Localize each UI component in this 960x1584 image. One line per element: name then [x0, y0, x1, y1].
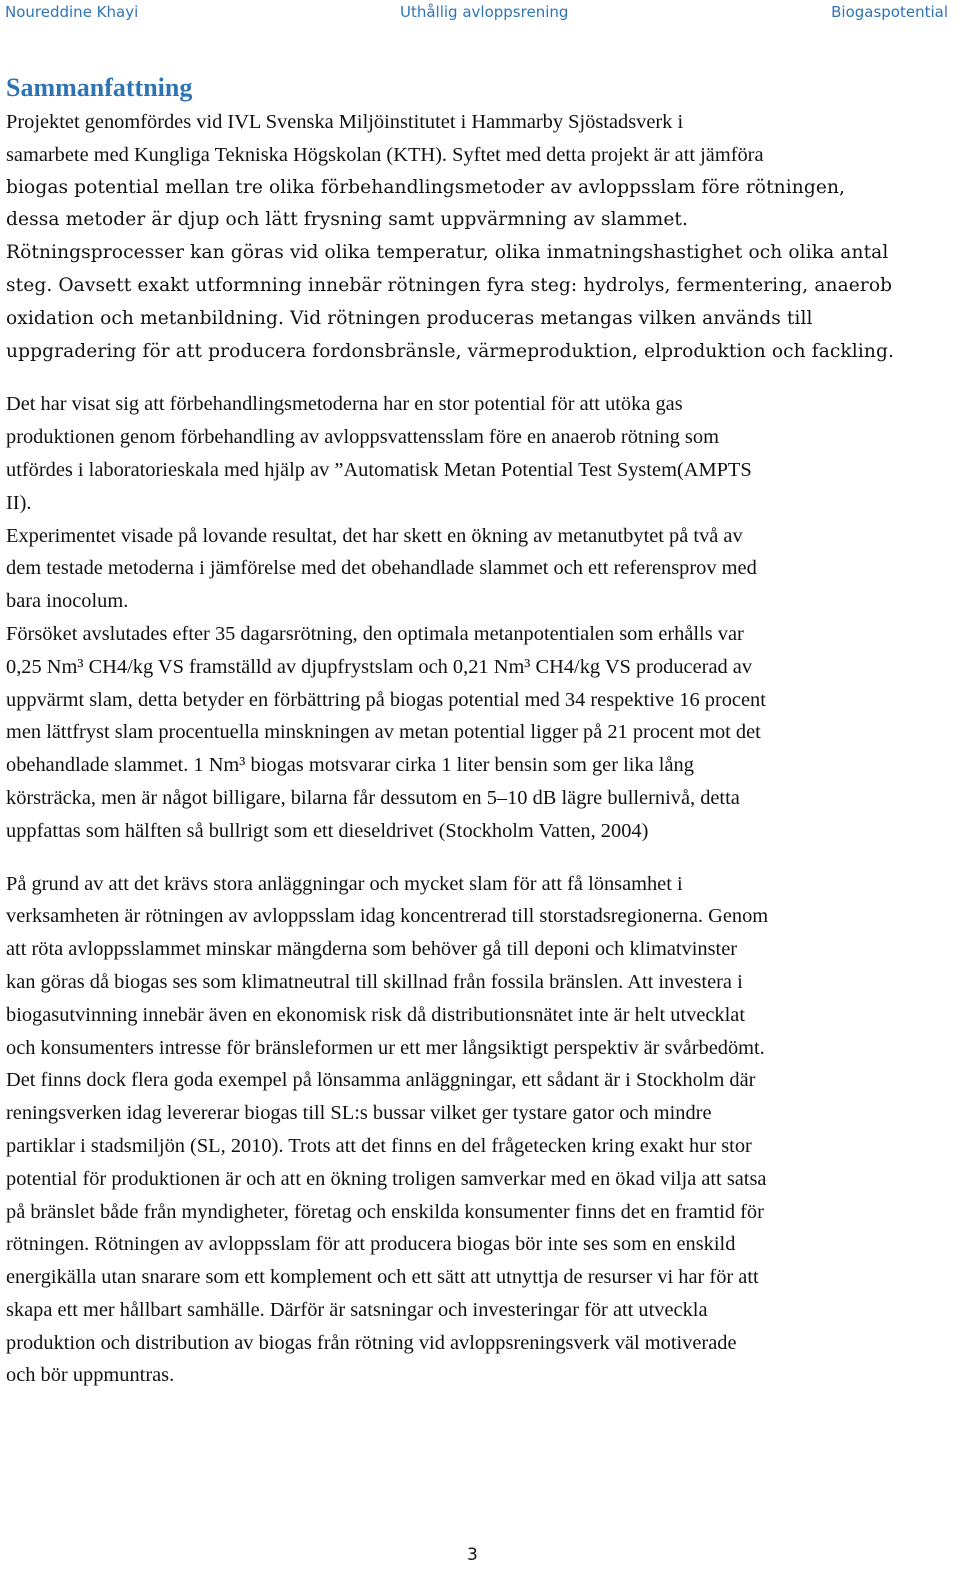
- text-line: Experimentet visade på lovande resultat, det har skett en ökning av metanutbytet på två av: [6, 524, 743, 547]
- text-line: och konsumenters intresse för bränsleformen ur ett mer långsiktigt perspektiv är svårbedömt.: [6, 1036, 765, 1059]
- text-line: körsträcka, men är något billigare, bilarna får dessutom en 5–10 dB lägre bullernivå, detta: [6, 786, 740, 809]
- text-line: uppfattas som hälften så bullrigt som ett dieseldrivet (Stockholm Vatten, 2004): [6, 819, 649, 842]
- text-line: produktionen genom förbehandling av avloppsvattensslam före en anaerob rötning som: [6, 426, 719, 449]
- text-line: och bör uppmuntras.: [6, 1364, 175, 1387]
- text-line: partiklar i stadsmiljön (SL, 2010). Trots att det finns en del frågetecken kring exakt hur stor: [6, 1134, 752, 1157]
- text-line: 0,25 Nm³ CH4/kg VS framställd av djupfrystslam och 0,21 Nm³ CH4/kg VS producerad av: [6, 655, 753, 678]
- text-line: kan göras då biogas ses som klimatneutral till skillnad från fossila bränslen. Att investera i: [6, 970, 743, 993]
- text-line: Projektet genomfördes vid IVL Svenska Miljöinstitutet i Hammarby Sjöstadsverk i: [6, 111, 684, 133]
- text-line: men lättfryst slam procentuella minskningen av metan potential ligger på 21 procent mot det: [6, 721, 761, 744]
- header-author: Noureddine Khayi: [5, 3, 139, 21]
- page-header: [0, 0, 960, 24]
- text-line: energikälla utan snarare som ett komplement och ett sätt att utnyttja de resurser vi har för att: [6, 1266, 759, 1289]
- text-line: produktion och distribution av biogas från rötning vid avloppsreningsverk väl motiverade: [6, 1331, 737, 1354]
- document-body: [6, 70, 946, 1392]
- header-section: Biogaspotential: [831, 3, 948, 21]
- text-line: samarbete med Kungliga Tekniska Högskolan (KTH). Syftet med detta projekt är att jämföra: [6, 143, 764, 166]
- text-line: verksamheten är rötningen av avloppsslam idag koncentrerad till storstadsregionerna. Genom: [6, 905, 769, 928]
- text-line: att röta avloppsslammet minskar mängderna som behöver gå till deponi och klimatvinster: [6, 938, 738, 961]
- text-line: bara inocolum.: [6, 590, 129, 613]
- paragraph-1: [6, 106, 946, 368]
- text-line: potential för produktionen är och att en ökning troligen samverkar med en ökad vilja att satsa: [6, 1167, 767, 1190]
- page-number: 3: [467, 1545, 478, 1565]
- text-line: dem testade metoderna i jämförelse med det obehandlade slammet och ett referensprov med: [6, 557, 757, 580]
- text-line: uppgradering för att producera fordonsbränsle, värmeproduktion, elproduktion och fackling.: [6, 340, 894, 362]
- text-line: obehandlade slammet. 1 Nm³ biogas motsvarar cirka 1 liter bensin som ger lika lång: [6, 754, 694, 777]
- text-line: utfördes i laboratorieskala med hjälp av ”Automatisk Metan Potential Test System(AMPTS: [6, 458, 752, 481]
- text-line: Det finns dock flera goda exempel på lönsamma anläggningar, ett sådant är i Stockholm där: [6, 1069, 756, 1092]
- text-line: Rötningsprocesser kan göras vid olika temperatur, olika inmatningshastighet och olika antal: [6, 242, 889, 264]
- text-line: rötningen. Rötningen av avloppsslam för att producera biogas bör inte ses som en enskild: [6, 1233, 736, 1256]
- header-topic: Uthållig avloppsrening: [400, 3, 569, 21]
- text-line: Det har visat sig att förbehandlingsmetoderna har en stor potential för att utöka gas: [6, 393, 683, 416]
- text-line: skapa ett mer hållbart samhälle. Därför är satsningar och investeringar för att utveckla: [6, 1298, 708, 1321]
- text-line: oxidation och metanbildning. Vid rötningen produceras metangas vilken används till: [6, 307, 813, 329]
- text-line: biogasutvinning innebär även en ekonomisk risk då distributionsnätet inte är helt utvecklat: [6, 1003, 745, 1026]
- text-line: på bränslet både från myndigheter, företag och enskilda konsumenter finns det en framtid för: [6, 1200, 764, 1223]
- text-line: uppvärmt slam, detta betyder en förbättring på biogas potential med 34 respektive 16 procent: [6, 688, 766, 711]
- text-line: reningsverken idag levererar biogas till SL:s bussar vilket ger tystare gator och mindre: [6, 1102, 712, 1125]
- text-line: På grund av att det krävs stora anläggningar och mycket slam för att få lönsamhet i: [6, 872, 683, 895]
- text-line: II).: [6, 491, 32, 514]
- text-line: dessa metoder är djup och lätt frysning samt uppvärmning av slammet.: [6, 209, 689, 231]
- text-line: steg. Oavsett exakt utformning innebär rötningen fyra steg: hydrolys, fermentering, anaerob: [6, 274, 893, 296]
- text-line: biogas potential mellan tre olika förbehandlingsmetoder av avloppsslam före rötningen,: [6, 176, 846, 198]
- paragraph-3: [6, 868, 946, 1393]
- paragraph-2: [6, 388, 946, 847]
- section-title: Sammanfattning: [6, 73, 193, 102]
- text-line: Försöket avslutades efter 35 dagarsrötning, den optimala metanpotentialen som erhålls var: [6, 622, 744, 645]
